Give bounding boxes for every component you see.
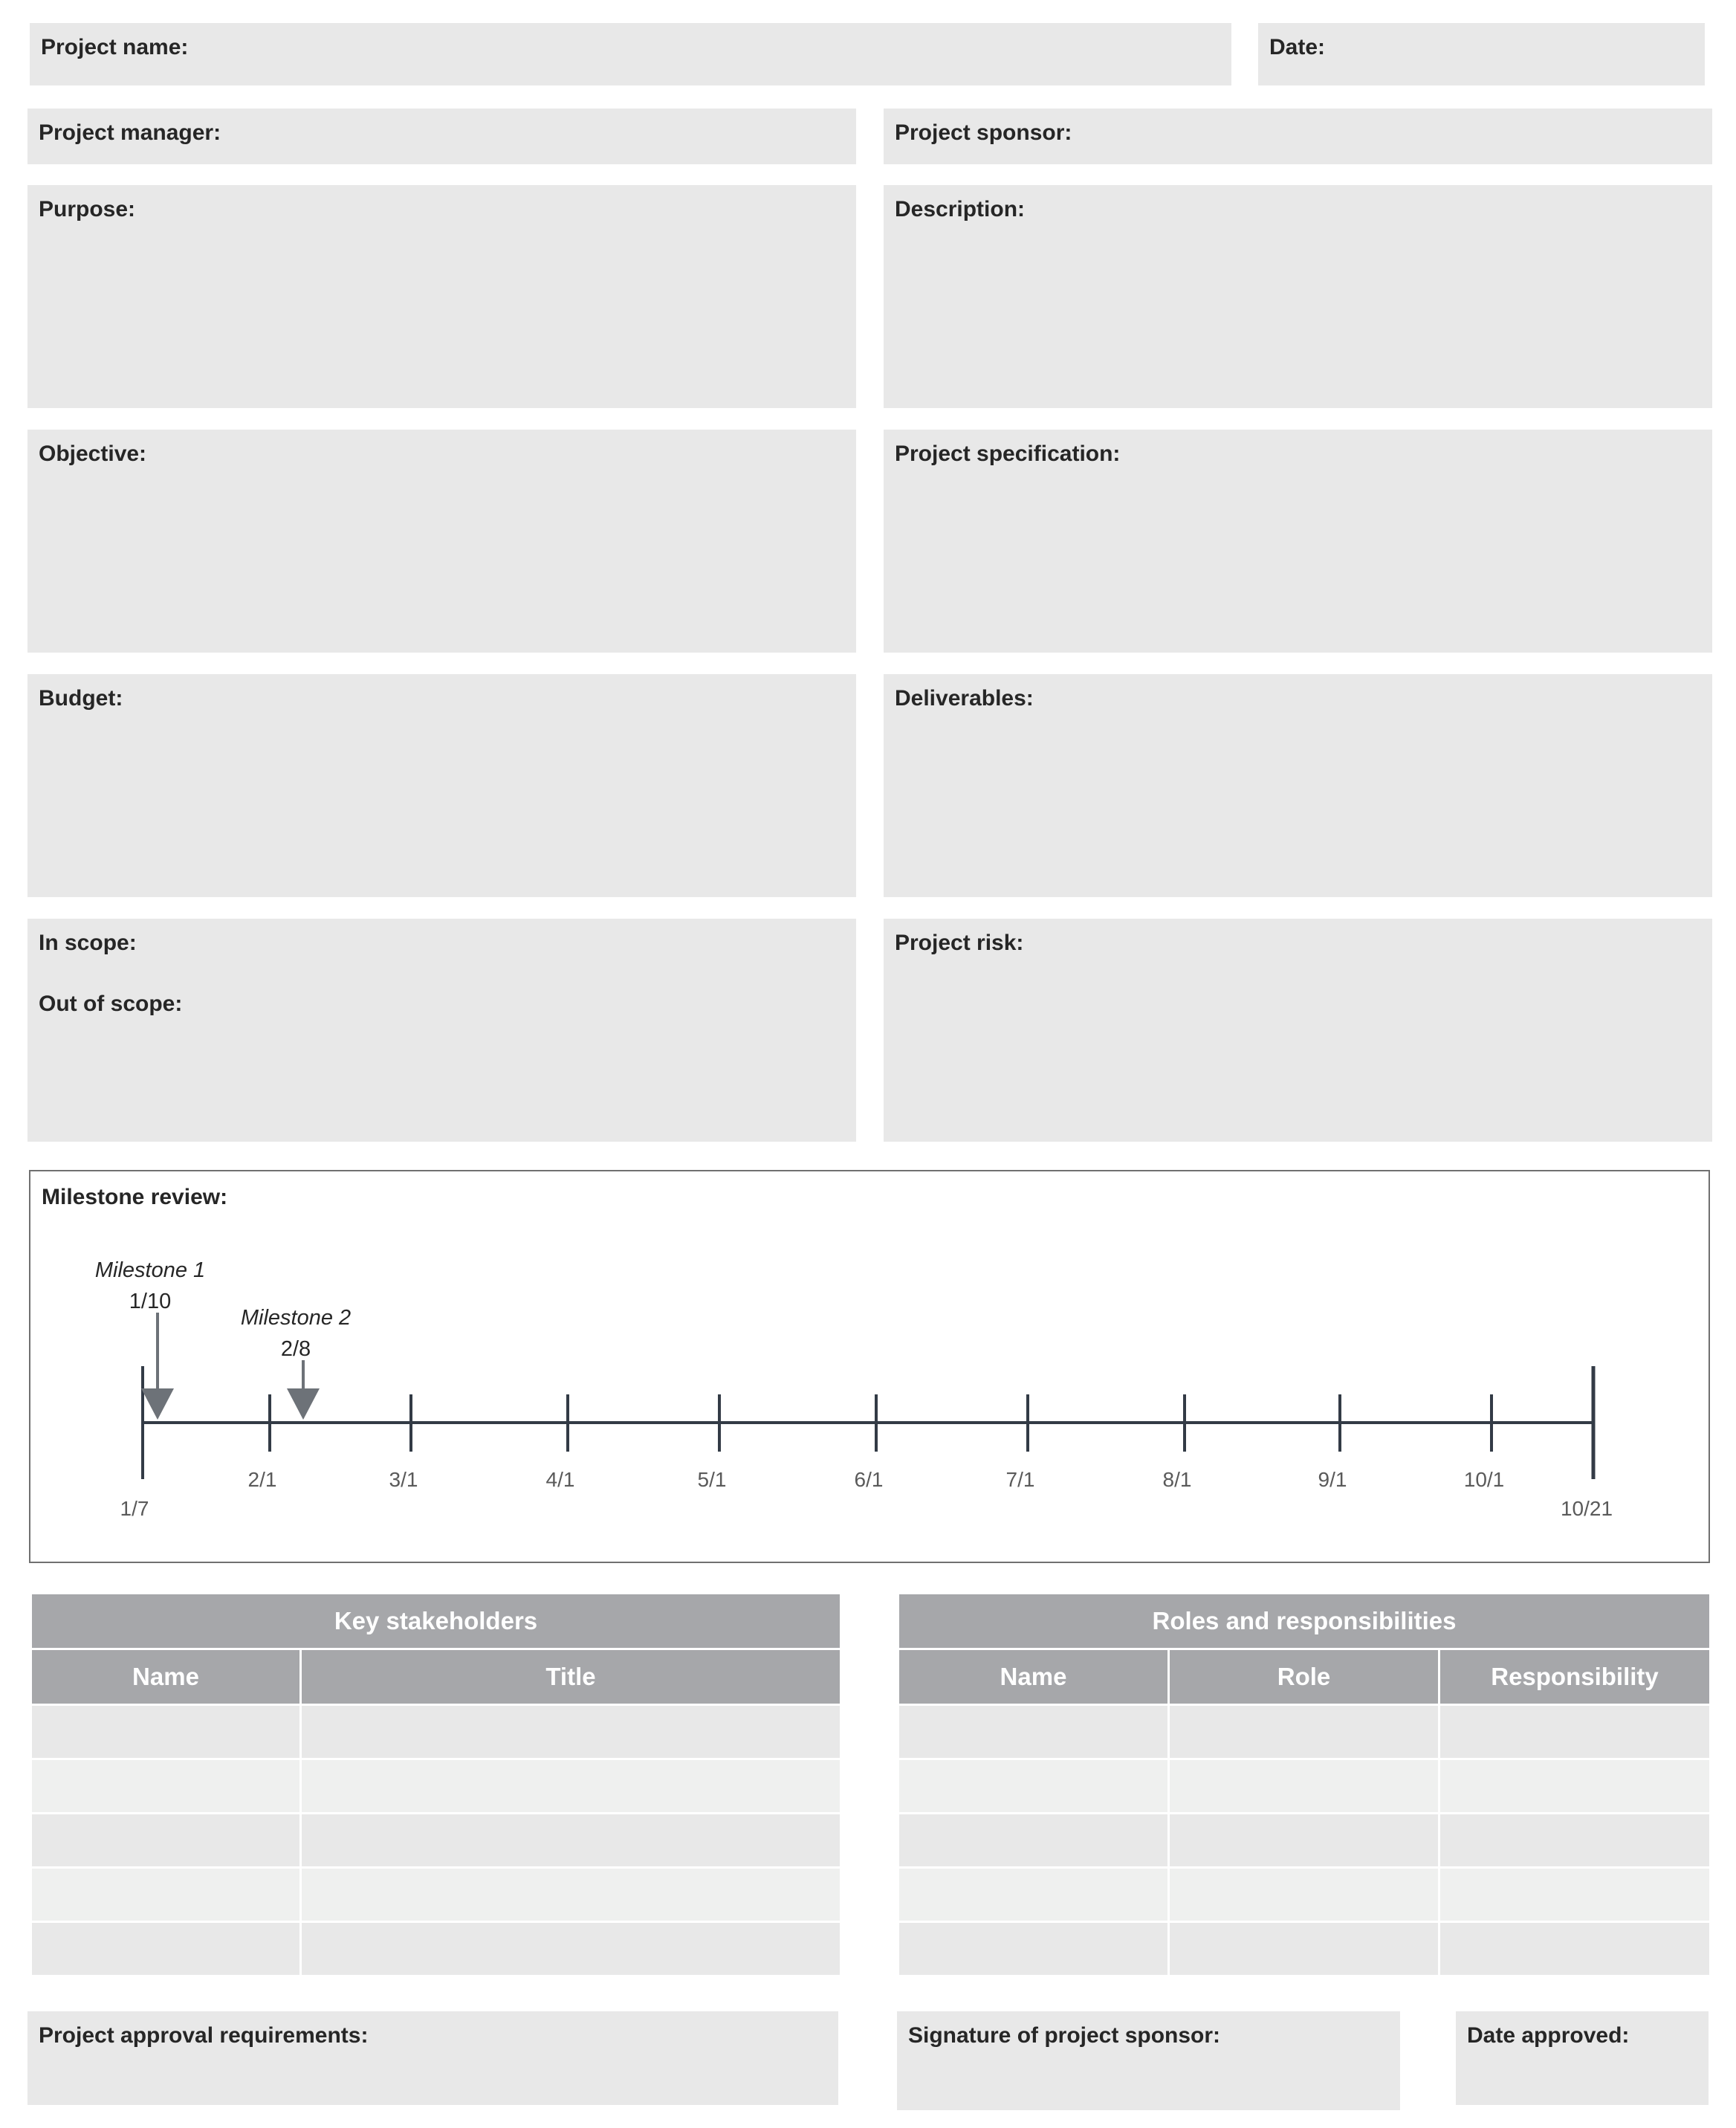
role-cell-input[interactable] — [1170, 1760, 1438, 1812]
milestone-date: 1/10 — [129, 1290, 172, 1313]
responsibility-cell-input[interactable] — [1440, 1814, 1709, 1866]
milestone-name: Milestone 1 — [94, 1258, 206, 1282]
in-scope-label: In scope: — [39, 931, 137, 955]
date-field[interactable] — [1258, 23, 1705, 85]
name-cell-input[interactable] — [32, 1814, 299, 1866]
table-row — [898, 1705, 1711, 1759]
responsibility-cell-input[interactable] — [1440, 1869, 1709, 1921]
timeline-tick-label: 8/1 — [1162, 1468, 1192, 1491]
table-cell-name — [31, 1759, 301, 1814]
role-cell-input[interactable] — [1170, 1706, 1438, 1758]
table-cell-name — [898, 1922, 1169, 1976]
milestone-name: Milestone 2 — [240, 1306, 352, 1330]
sponsor-signature-label: Signature of project sponsor: — [908, 2023, 1221, 2048]
project-sponsor-label: Project sponsor: — [895, 120, 1072, 145]
project-risk-field[interactable] — [884, 919, 1712, 1142]
role-cell-input[interactable] — [1170, 1923, 1438, 1975]
milestone-markers — [95, 1258, 351, 1420]
responsibility-cell-input[interactable] — [1440, 1923, 1709, 1975]
table-cell-role — [1169, 1814, 1439, 1868]
key-stakeholders-table — [30, 1592, 842, 1977]
scope-field[interactable] — [27, 919, 856, 1142]
key-stakeholders-title: Key stakeholders — [31, 1594, 841, 1649]
milestone-arrow-head — [141, 1388, 174, 1420]
table-row — [31, 1705, 841, 1759]
table-row — [898, 1814, 1711, 1868]
responsibility-cell-input[interactable] — [1440, 1760, 1709, 1812]
table-cell-responsibility — [1439, 1705, 1711, 1759]
table-cell-role — [1169, 1868, 1439, 1922]
milestone-arrow-head — [287, 1388, 320, 1420]
column-header-name: Name — [898, 1649, 1169, 1705]
name-cell-input[interactable] — [32, 1706, 299, 1758]
table-cell-title — [301, 1705, 841, 1759]
timeline-end-label: 10/21 — [1560, 1497, 1613, 1520]
milestone-2 — [241, 1306, 351, 1420]
purpose-field[interactable] — [27, 185, 856, 408]
objective-label: Objective: — [39, 442, 147, 466]
timeline-tick-label: 3/1 — [389, 1468, 418, 1491]
description-label: Description: — [895, 197, 1026, 221]
timeline-tick-label: 10/1 — [1463, 1468, 1505, 1491]
milestone-date: 2/8 — [280, 1337, 311, 1361]
key-stakeholders-rows — [31, 1705, 841, 1976]
sponsor-signature-field[interactable] — [897, 2011, 1400, 2110]
table-cell-title — [301, 1759, 841, 1814]
table-row — [898, 1759, 1711, 1814]
roles-responsibilities-rows — [898, 1705, 1711, 1976]
timeline-tick-label: 4/1 — [545, 1468, 575, 1491]
budget-label: Budget: — [39, 686, 123, 711]
table-cell-title — [301, 1868, 841, 1922]
name-cell-input[interactable] — [899, 1814, 1167, 1866]
table-cell-name — [31, 1814, 301, 1868]
project-manager-field[interactable] — [27, 109, 856, 164]
table-cell-name — [31, 1868, 301, 1922]
timeline-start-label: 1/7 — [120, 1497, 149, 1520]
purpose-label: Purpose: — [39, 197, 136, 221]
name-cell-input[interactable] — [899, 1869, 1167, 1921]
name-cell-input[interactable] — [32, 1869, 299, 1921]
timeline-tick-label: 7/1 — [1005, 1468, 1035, 1491]
table-row — [898, 1922, 1711, 1976]
timeline-tick-label: 6/1 — [854, 1468, 884, 1491]
column-header-title: Title — [301, 1649, 841, 1705]
title-cell-input[interactable] — [302, 1760, 840, 1812]
timeline-tick-label: 9/1 — [1318, 1468, 1347, 1491]
table-row — [898, 1868, 1711, 1922]
title-cell-input[interactable] — [302, 1869, 840, 1921]
table-cell-responsibility — [1439, 1759, 1711, 1814]
table-cell-role — [1169, 1705, 1439, 1759]
table-cell-name — [898, 1759, 1169, 1814]
name-cell-input[interactable] — [32, 1923, 299, 1975]
column-header-name: Name — [31, 1649, 301, 1705]
deliverables-field[interactable] — [884, 674, 1712, 897]
table-cell-role — [1169, 1922, 1439, 1976]
roles-responsibilities-title: Roles and responsibilities — [898, 1594, 1711, 1649]
name-cell-input[interactable] — [899, 1923, 1167, 1975]
objective-field[interactable] — [27, 430, 856, 653]
table-cell-name — [898, 1705, 1169, 1759]
table-row — [31, 1868, 841, 1922]
table-cell-name — [31, 1922, 301, 1976]
project-sponsor-field[interactable] — [884, 109, 1712, 164]
role-cell-input[interactable] — [1170, 1869, 1438, 1921]
table-cell-name — [898, 1868, 1169, 1922]
title-cell-input[interactable] — [302, 1923, 840, 1975]
table-row — [31, 1814, 841, 1868]
milestone-1 — [95, 1258, 205, 1420]
approval-requirements-field[interactable] — [27, 2011, 838, 2105]
milestone-timeline — [30, 1171, 1709, 1562]
name-cell-input[interactable] — [32, 1760, 299, 1812]
project-specification-label: Project specification: — [895, 442, 1121, 466]
table-cell-responsibility — [1439, 1814, 1711, 1868]
table-cell-title — [301, 1922, 841, 1976]
project-specification-field[interactable] — [884, 430, 1712, 653]
title-cell-input[interactable] — [302, 1814, 840, 1866]
milestone-review-title: Milestone review: — [42, 1185, 228, 1209]
timeline-ticks — [248, 1394, 1505, 1491]
approval-requirements-label: Project approval requirements: — [39, 2023, 369, 2048]
date-approved-field[interactable] — [1456, 2011, 1709, 2105]
timeline-tick-label: 2/1 — [247, 1468, 277, 1491]
name-cell-input[interactable] — [899, 1760, 1167, 1812]
project-name-label: Project name: — [41, 35, 189, 59]
out-of-scope-label: Out of scope: — [39, 992, 183, 1016]
table-cell-responsibility — [1439, 1868, 1711, 1922]
budget-field[interactable] — [27, 674, 856, 897]
table-row — [31, 1922, 841, 1976]
table-row — [31, 1759, 841, 1814]
title-cell-input[interactable] — [302, 1706, 840, 1758]
deliverables-label: Deliverables: — [895, 686, 1034, 711]
project-manager-label: Project manager: — [39, 120, 221, 145]
table-cell-title — [301, 1814, 841, 1868]
date-approved-label: Date approved: — [1467, 2023, 1630, 2048]
project-risk-label: Project risk: — [895, 931, 1024, 955]
timeline-tick-label: 5/1 — [697, 1468, 727, 1491]
project-name-field[interactable] — [30, 23, 1231, 85]
table-cell-name — [898, 1814, 1169, 1868]
table-cell-role — [1169, 1759, 1439, 1814]
table-cell-responsibility — [1439, 1922, 1711, 1976]
date-label: Date: — [1269, 35, 1326, 59]
name-cell-input[interactable] — [899, 1706, 1167, 1758]
description-field[interactable] — [884, 185, 1712, 408]
milestone-review-panel — [29, 1170, 1710, 1563]
responsibility-cell-input[interactable] — [1440, 1706, 1709, 1758]
table-cell-name — [31, 1705, 301, 1759]
column-header-role: Role — [1169, 1649, 1439, 1705]
column-header-responsibility: Responsibility — [1439, 1649, 1711, 1705]
role-cell-input[interactable] — [1170, 1814, 1438, 1866]
roles-responsibilities-table — [897, 1592, 1711, 1977]
